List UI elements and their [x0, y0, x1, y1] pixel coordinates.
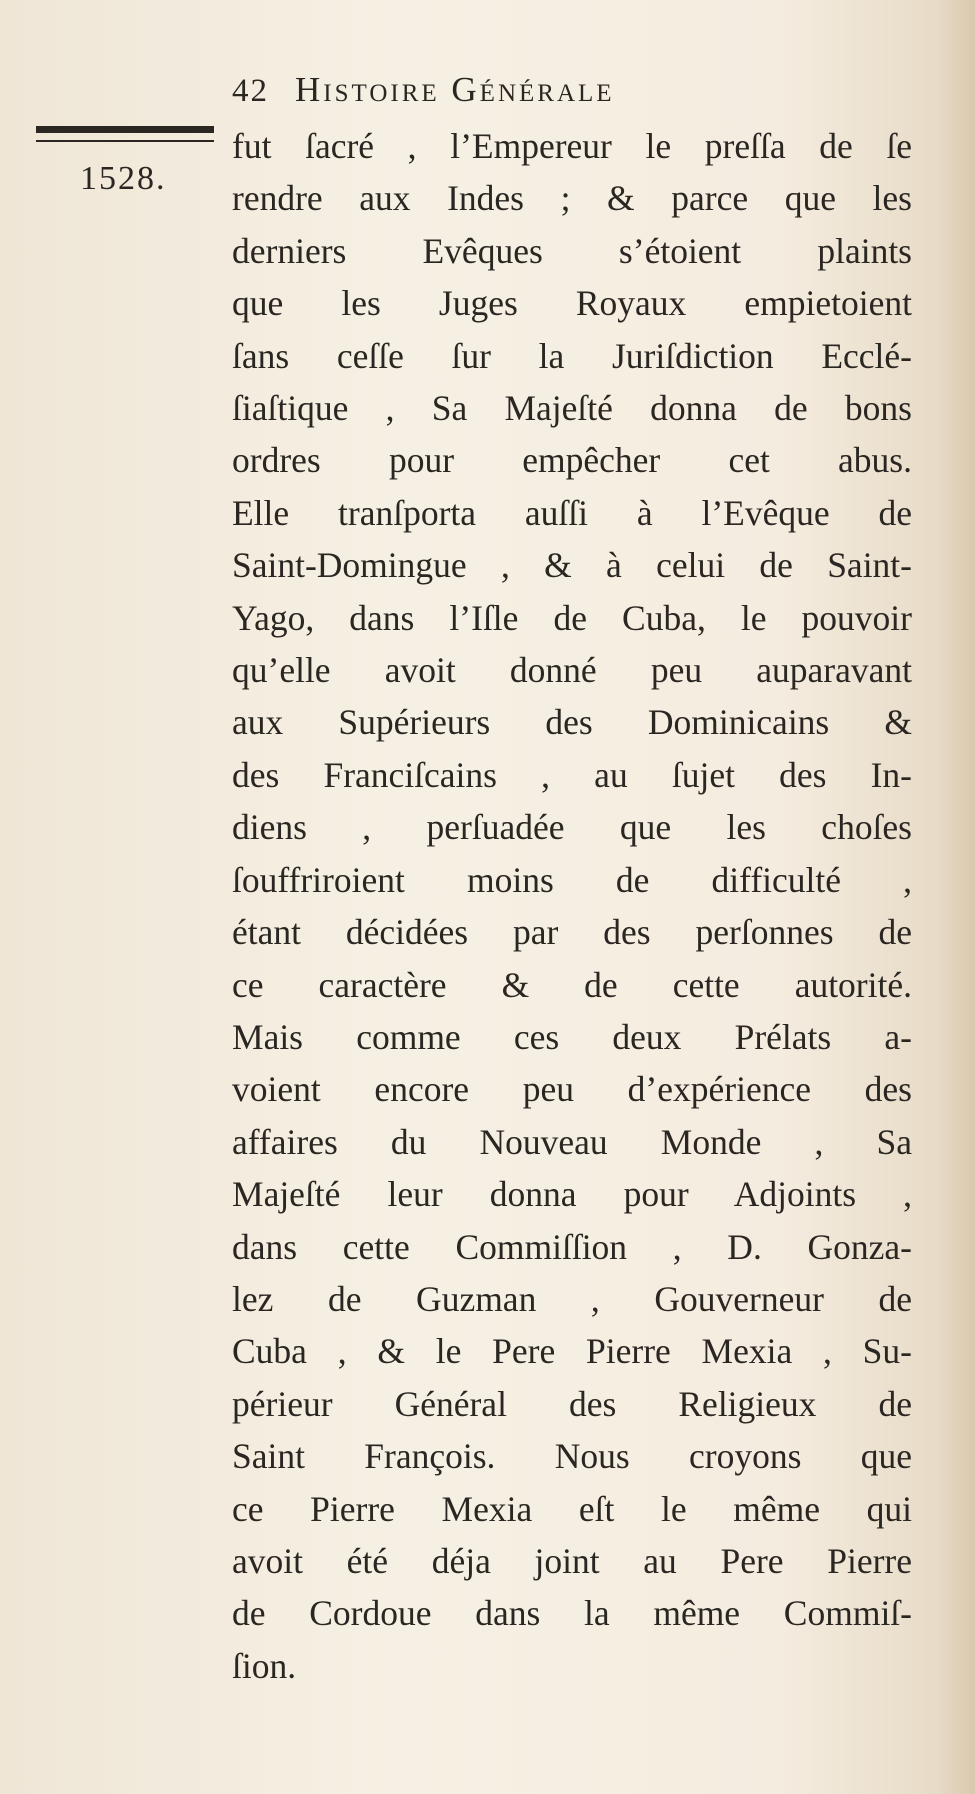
- text-line: Cuba , & le Pere Pierre Mexia , Su-: [232, 1331, 912, 1372]
- text-line: ce caractère & de cette autorité.: [232, 964, 912, 1005]
- text-line: ſans ceſſe ſur la Juriſdiction Ecclé-: [232, 335, 912, 376]
- page-number: 42: [232, 73, 269, 109]
- text-line: ce Pierre Mexia eſt le même qui: [232, 1488, 912, 1529]
- body-text: [232, 120, 912, 1692]
- text-line: ordres pour empêcher cet abus.: [232, 440, 912, 481]
- text-line: Saint-Domingue , & à celui de Saint-: [232, 545, 912, 586]
- text-line: lez de Guzman , Gouverneur de: [232, 1278, 912, 1319]
- margin-rule-thick: [36, 126, 214, 133]
- text-line: fut ſacré , l’Empereur le preſſa de ſe: [232, 126, 912, 166]
- text-line: ſiaſtique , Sa Majeſté donna de bons: [232, 388, 912, 429]
- text-line: ſion.: [232, 1645, 297, 1686]
- text-line: Mais comme ces deux Prélats a-: [232, 1016, 912, 1057]
- text-line: aux Supérieurs des Dominicains &: [232, 702, 912, 743]
- text-line: avoit été déja joint au Pere Pierre: [232, 1540, 912, 1581]
- text-line: périeur Général des Religieux de: [232, 1383, 912, 1424]
- text-line: Elle tranſporta auſſi à l’Evêque de: [232, 492, 912, 533]
- text-line: affaires du Nouveau Monde , Sa: [232, 1121, 912, 1162]
- page-header: [232, 70, 615, 110]
- margin-year-note: 1528.: [80, 160, 167, 197]
- text-line: Majeſté leur donna pour Adjoints ,: [232, 1174, 912, 1215]
- text-line: rendre aux Indes ; & parce que les: [232, 178, 912, 219]
- running-title: Histoire Générale: [295, 70, 615, 109]
- text-line: voient encore peu d’expérience des: [232, 1069, 912, 1110]
- text-line: étant décidées par des perſonnes de: [232, 912, 912, 953]
- text-line: qu’elle avoit donné peu auparavant: [232, 650, 912, 691]
- text-line: Saint François. Nous croyons que: [232, 1436, 912, 1477]
- text-line: que les Juges Royaux empietoient: [232, 283, 912, 324]
- text-line: dans cette Commiſſion , D. Gonza-: [232, 1226, 912, 1267]
- text-line: ſouffriroient moins de difficulté ,: [232, 859, 912, 900]
- text-line: diens , perſuadée que les choſes: [232, 807, 912, 848]
- text-line: derniers Evêques s’étoient plaints: [232, 230, 912, 271]
- margin-rule-thin: [36, 140, 214, 142]
- text-line: Yago, dans l’Iſle de Cuba, le pouvoir: [232, 597, 912, 638]
- text-line: de Cordoue dans la même Commiſ-: [232, 1593, 912, 1634]
- text-line: des Franciſcains , au ſujet des In-: [232, 754, 912, 795]
